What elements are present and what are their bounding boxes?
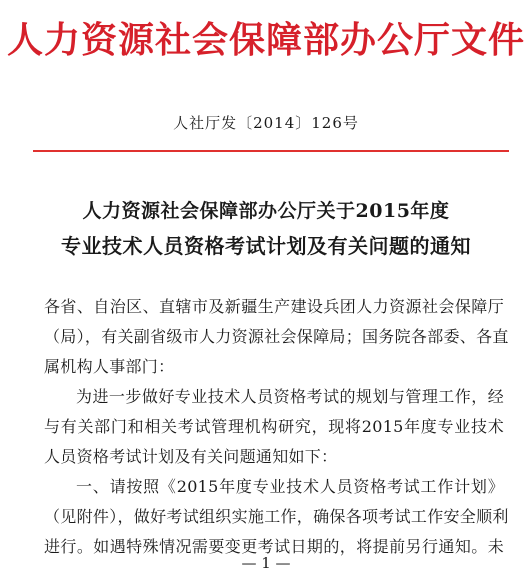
body-line-3: 属机构人事部门： [44, 357, 175, 376]
body-line-8: （见附件），做好考试组织实施工作，确保各项考试工作安全顺利 [44, 507, 509, 526]
document-title-line-1: 人力资源社会保障部办公厅关于2015年度 [82, 200, 450, 222]
body-line-2: （局），有关副省级市人力资源社会保障局；国务院各部委、各直 [44, 327, 509, 346]
body-line-1: 各省、自治区、直辖市及新疆生产建设兵团人力资源社会保障厅 [44, 297, 504, 316]
body-line-5: 与有关部门和相关考试管理机构研究，现将2015年度专业技术 [44, 417, 504, 436]
red-divider-rule [33, 150, 509, 152]
issuer-masthead: 人力资源社会保障部办公厅文件 [6, 19, 525, 61]
body-line-7: 一、请按照《2015年度专业技术人员资格考试工作计划》 [76, 477, 504, 496]
page-number: — 1 — [241, 554, 291, 572]
body-line-9: 进行。如遇特殊情况需要变更考试日期的，将提前另行通知。未 [44, 537, 504, 556]
body-line-4: 为进一步做好专业技术人员资格考试的规划与管理工作，经 [76, 387, 504, 406]
body-line-6: 人员资格考试计划及有关问题通知如下： [44, 447, 338, 466]
document-title-line-2: 专业技术人员资格考试计划及有关问题的通知 [61, 234, 471, 258]
document-number: 人社厅发〔2014〕126号 [173, 114, 359, 132]
